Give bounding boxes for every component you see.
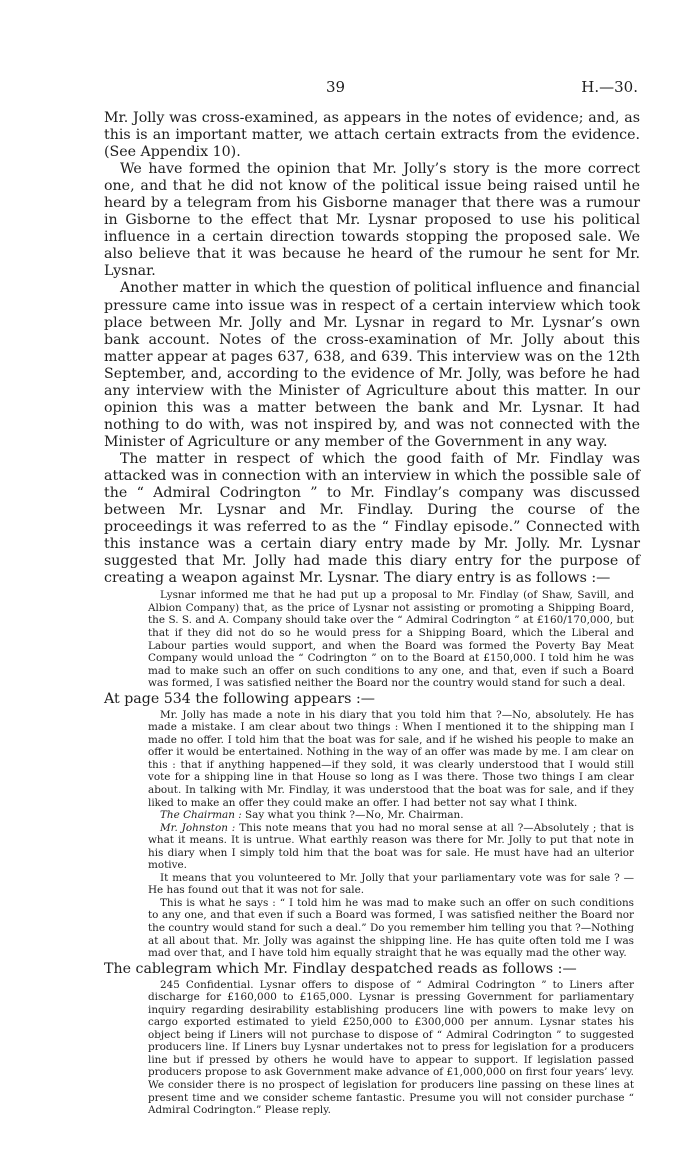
page-number: 39 <box>326 78 346 96</box>
page-header <box>0 78 700 100</box>
diary-entry-quote: Lysnar informed me that he had put up a proposal to Mr. Findlay (of Shaw, Savill, and Albion Company) that, as the price of Lysnar not assisting or promoting a Shipping Board, the S. S. and A. Company should take over the “ Admiral Codrington ” at £160/170,000, but that if they did not do so he would press for a Shipping Board, which the Liberal and Labour parties would support, and when the Board was formed the Poverty Bay Meat Company would unload the “ Codrington ” on to the Board at £150,000. I told him he was mad to make such an offer on such conditions to any one, and that, even if such a Board was formed, I was satisfied neither the Board nor the country would stand for such a deal. <box>148 589 634 690</box>
page-534-intro: At page 534 the following appears :— <box>104 690 375 707</box>
cablegram-text: 245 Confidential. Lysnar offers to dispose of “ Admiral Codrington ” to Liners after discharge for £160,000 to £165,000. Lysnar is pressing Government for parliamentary inquiry regarding desirability establishing producers line with powers to make levy on cargo exported estimated to yield £250,000 to £300,000 per annum. Lysnar states his object being if Liners will not purchase to dispose of “ Admiral Codrington ” to suggested producers line. If Liners buy Lysnar undertakes not to press for legislation for a producers line but if pressed by others he would have to appear to support. If legislation passed producers propose to ask Government make advance of £1,000,000 on first four years’ levy. We consider there is no prospect of legislation for producers line passing on these lines at present time and we consider scheme fantastic. Presume you will not consider purchase “ Admiral Codrington.” Please reply. <box>148 978 634 1117</box>
evidence-extract-johnston <box>148 822 634 872</box>
paragraph-findlay-episode: The matter in respect of which the good faith of Mr. Findlay was attacked was in connection with an interview in which the possible sale of the “ Admiral Codrington ” to Mr. Findlay’s company was discussed between Mr. Lysnar and Mr. Findlay. During the course of the proceedings it was referred to as the “ Findlay episode.” Connected with this instance was a certain diary entry made by Mr. Jolly. Mr. Lysnar suggested that Mr. Jolly had made this diary entry for the purpose of creating a weapon against Mr. Lysnar. The diary entry is as follows :— <box>104 450 640 587</box>
chairman-speaker: The Chairman : <box>160 809 242 822</box>
paragraph-cross-examination: Mr. Jolly was cross-examined, as appears in the notes of evidence; and, as this is an important matter, we attach certain extracts from the evidence. (See Appendix 10). <box>104 110 640 161</box>
evidence-extract-mad-offer: This is what he says : “ I told him he was mad to make such an offer on such conditions to any one, and that even if such a Board was formed, I was satisfied neither the Board nor the country would stand for such a deal.” Do you remember him telling you that ?—Nothing at all about that. Mr. Jolly was against the shipping line. He has quite often told me I was mad over that, and I have told him equally straight that he was equally mad the other way. <box>148 896 634 960</box>
document-body <box>104 110 640 1117</box>
evidence-extract-parliamentary-vote: It means that you volunteered to Mr. Jolly that your parliamentary vote was for sale ? —He has found out that it was not for sale. <box>148 871 634 897</box>
chairman-text: Say what you think ?—No, Mr. Chairman. <box>241 809 464 822</box>
evidence-extract-chairman <box>148 809 634 822</box>
johnston-text: This note means that you had no moral sense at all ?—Absolutely ; that is what it means. It is untrue. What earthly reason was there for Mr. Jolly to put that note in his diary when I simply told him that the boat was for sale. He must have had an ulterior motive. <box>148 821 634 872</box>
evidence-extract-diary-note: Mr. Jolly has made a note in his diary that you told him that ?—No, absolutely. He has made a mistake. I am clear about two things : When I mentioned it to the shipping man I made no offer. I told him that the boat was for sale, and if he wished his people to make an offer it would be entertained. Nothing in the way of an offer was made by me. I am clear on this : that if anything happened—if they sold, it was clearly understood that I would still vote for a shipping line in that House so long as I was there. Those two things I am clear about. In talking with Mr. Findlay, it was understood that the boat was for sale, and if they liked to make an offer they could make an offer. I had better not say what I think. <box>148 708 634 809</box>
cablegram-intro: The cablegram which Mr. Findlay despatched reads as follows :— <box>104 960 577 977</box>
johnston-speaker: Mr. Johnston : <box>160 821 236 834</box>
paragraph-opinion: We have formed the opinion that Mr. Jolly’s story is the more correct one, and that he did not know of the political issue being raised until he heard by a telegram from his Gisborne manager that there was a rumour in Gisborne to the effect that Mr. Lysnar proposed to use his political influence in a certain direction towards stopping the proposed sale. We also believe that it was because he heard of the rumour he sent for Mr. Lysnar. <box>104 161 640 280</box>
document-reference: H.—30. <box>581 78 638 96</box>
paragraph-bank-interview: Another matter in which the question of political influence and financial pressure came into issue was in respect of a certain interview which took place between Mr. Jolly and Mr. Lysnar in regard to Mr. Lysnar’s own bank account. Notes of the cross-examination of Mr. Jolly about this matter appear at pages 637, 638, and 639. This interview was on the 12th September, and, according to the evidence of Mr. Jolly, was before he had any interview with the Minister of Agriculture about this matter. In our opinion this was a matter between the bank and Mr. Lysnar. It had nothing to do with, was not inspired by, and was not connected with the Minister of Agriculture or any member of the Government in any way. <box>104 280 640 450</box>
